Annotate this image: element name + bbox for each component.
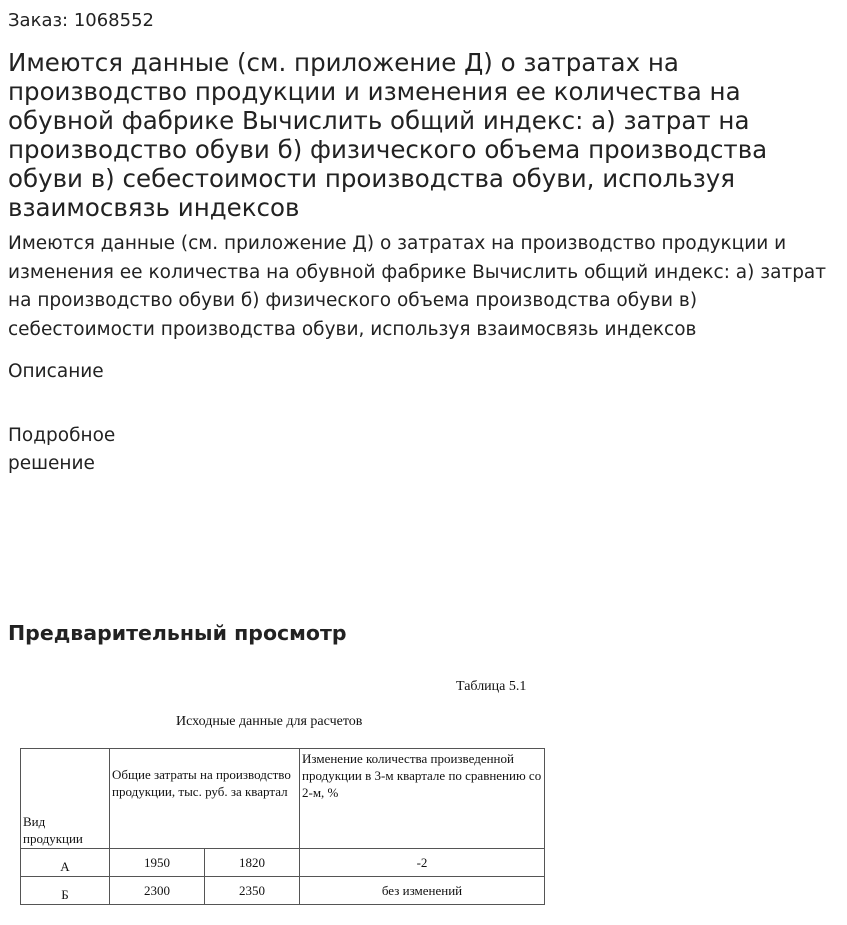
header-costs [110,749,300,849]
table-row [21,849,545,877]
cell-kind: А [21,849,110,877]
cell-change: без изменений [300,877,545,905]
table-row [21,877,545,905]
header-change: Изменение количества произведенной продукции в 3-м квартале по сравнению со 2-м, % [300,749,545,849]
table-header-row [21,749,545,849]
cell-change: -2 [300,849,545,877]
cell-kind: Б [21,877,110,905]
detailed-solution-link[interactable]: Подробное решение [8,425,116,474]
cell-cost-q3: 1820 [205,849,300,877]
header-costs-text: Общие затраты на производство продукции, тыс. руб. за квартал [112,767,291,799]
table-number: Таблица 5.1 [456,679,527,694]
header-kind: Вид продукции [21,749,110,849]
preview-document [0,660,847,925]
source-data-table [20,748,545,905]
description-link[interactable]: Описание [8,361,104,382]
table-caption: Исходные данные для расчетов [176,714,363,729]
task-description: Имеются данные (см. приложение Д) о затратах на производство продукции и изменения ее количества на обувной фабрике Вычислить общий индекс: а) затрат на производство обуви б) физического объема производства обуви в) себестоимости производства обуви, используя взаимосвязь индексов [8,233,827,340]
preview-heading: Предварительный просмотр [8,621,347,645]
page-title: Имеются данные (см. приложение Д) о затратах на производство продукции и изменения ее количества на обувной фабрике Вычислить общий индекс: а) затрат на производство обуви б) физического объема производства обуви в) себестоимости производства обуви, используя взаимосвязь индексов [8,48,768,222]
cell-cost-q3: 2350 [205,877,300,905]
cell-cost-q2: 2300 [110,877,205,905]
cell-cost-q2: 1950 [110,849,205,877]
order-number: Заказ: 1068552 [8,10,154,31]
